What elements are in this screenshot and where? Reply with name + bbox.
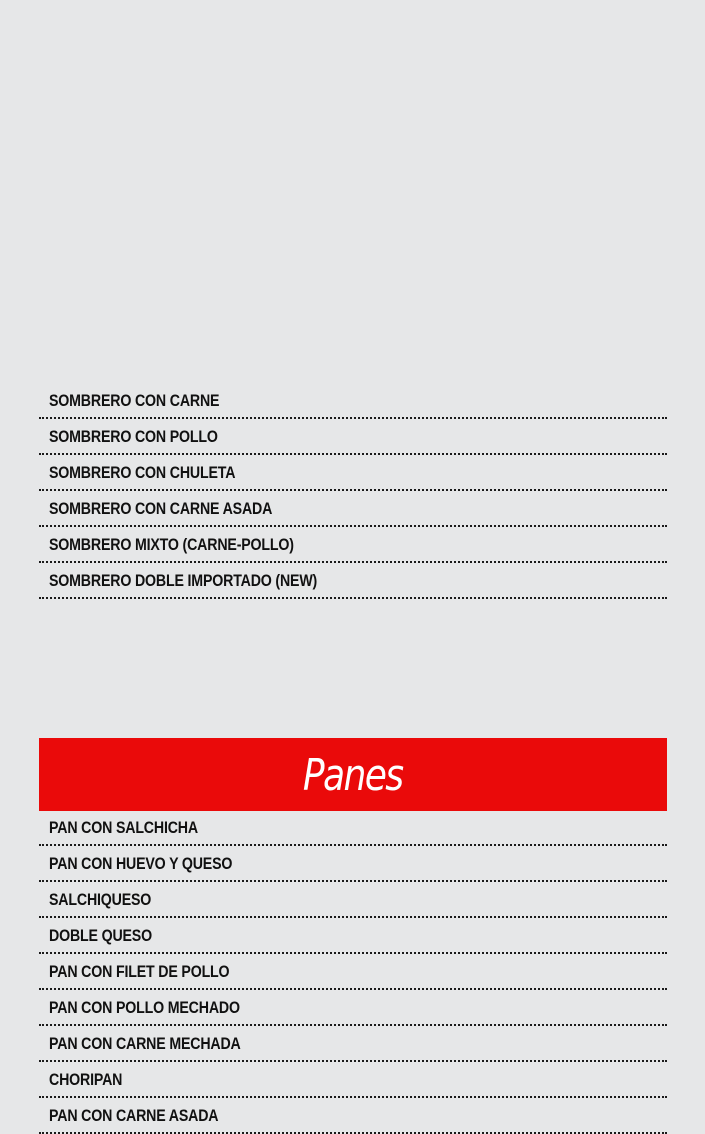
menu-item-row[interactable]: [39, 990, 667, 1026]
panes-menu-list: [39, 810, 667, 1134]
menu-item-row[interactable]: [39, 918, 667, 954]
menu-item-label: SALCHIQUESO: [49, 891, 152, 909]
menu-item-label: SOMBRERO CON CARNE: [49, 392, 220, 410]
menu-item-row[interactable]: [39, 527, 667, 563]
menu-item-row[interactable]: [39, 455, 667, 491]
menu-item-row[interactable]: [39, 419, 667, 455]
menu-item-label: PAN CON SALCHICHA: [49, 819, 198, 837]
menu-item-label: PAN CON CARNE MECHADA: [49, 1035, 241, 1053]
menu-item-label: PAN CON FILET DE POLLO: [49, 963, 230, 981]
menu-item-label: SOMBRERO CON CHULETA: [49, 464, 236, 482]
menu-item-label: PAN CON HUEVO Y QUESO: [49, 855, 233, 873]
menu-item-label: DOBLE QUESO: [49, 927, 152, 945]
menu-item-row[interactable]: [39, 1062, 667, 1098]
menu-item-label: CHORIPAN: [49, 1071, 123, 1089]
menu-item-label: PAN CON POLLO MECHADO: [49, 999, 240, 1017]
menu-item-row[interactable]: [39, 563, 667, 599]
menu-item-row[interactable]: [39, 491, 667, 527]
menu-item-row[interactable]: [39, 383, 667, 419]
menu-item-row[interactable]: [39, 810, 667, 846]
menu-item-row[interactable]: [39, 846, 667, 882]
panes-section-title: Panes: [303, 750, 403, 801]
menu-item-row[interactable]: [39, 954, 667, 990]
panes-section-header: [39, 738, 667, 811]
menu-item-row[interactable]: [39, 882, 667, 918]
menu-item-row[interactable]: [39, 1026, 667, 1062]
menu-item-label: SOMBRERO CON CARNE ASADA: [49, 500, 273, 518]
menu-item-label: SOMBRERO DOBLE IMPORTADO (NEW): [49, 572, 318, 590]
sombreros-menu-list: [39, 383, 667, 599]
menu-item-label: SOMBRERO MIXTO (CARNE-POLLO): [49, 536, 294, 554]
menu-item-label: SOMBRERO CON POLLO: [49, 428, 218, 446]
menu-item-label: PAN CON CARNE ASADA: [49, 1107, 219, 1125]
